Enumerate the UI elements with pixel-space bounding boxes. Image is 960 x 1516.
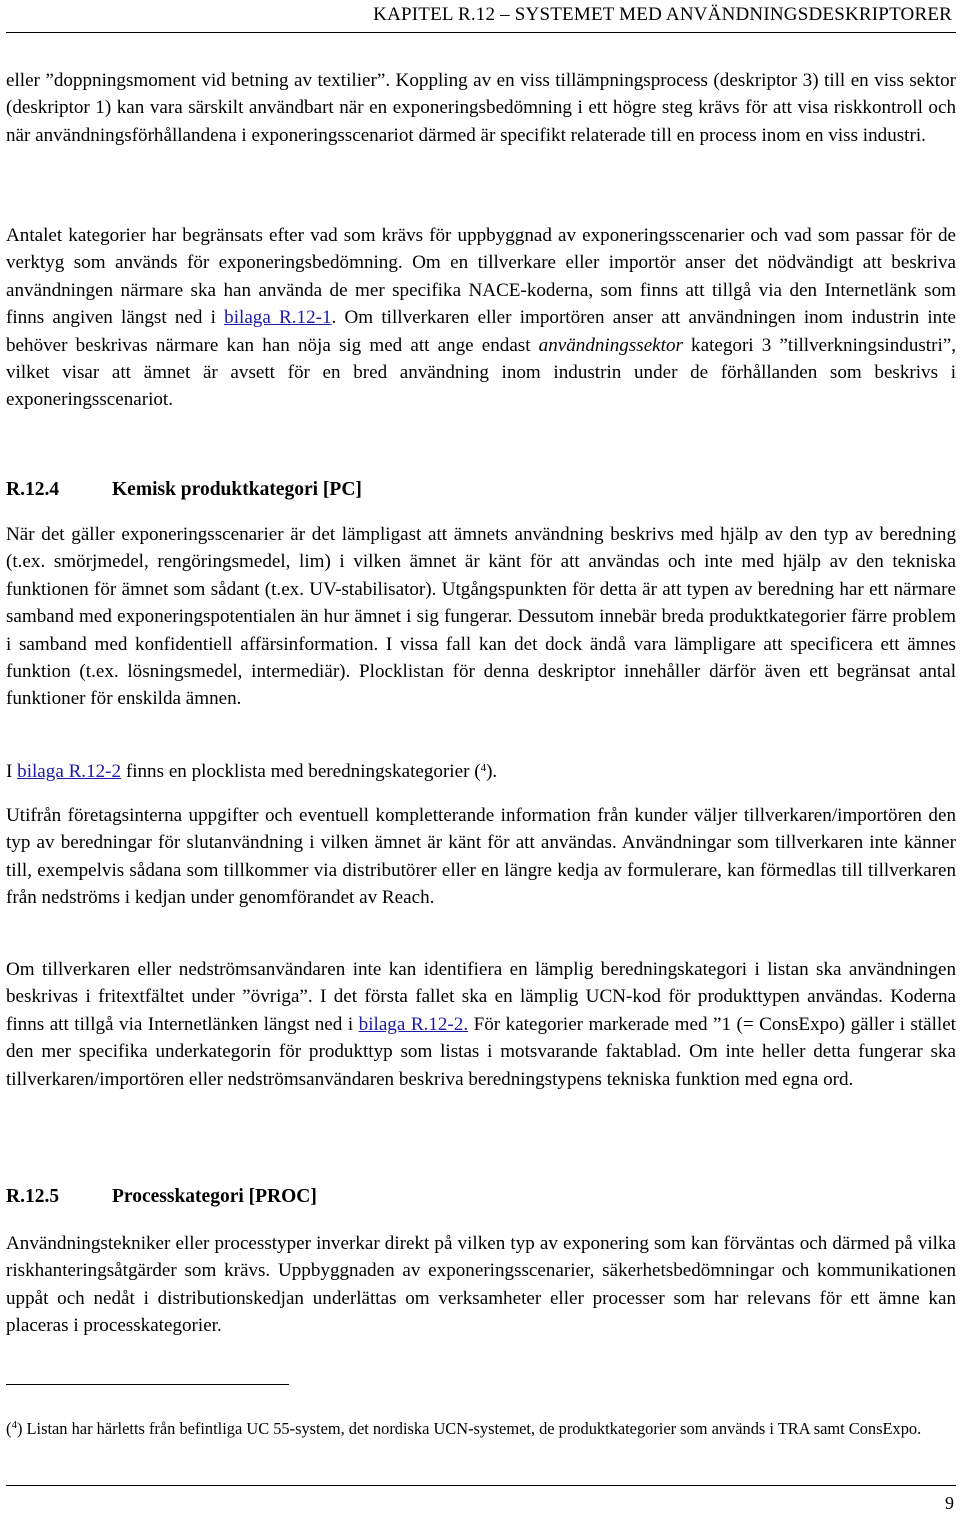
paragraph-2-italic: användningssektor [538, 334, 683, 356]
paragraph-4-text-cont: finns en plocklista med beredningskategorier ( [121, 761, 481, 782]
section-heading-r12-5 [6, 1186, 317, 1208]
paragraph-4-text-end: ). [486, 761, 498, 782]
page-number: 9 [945, 1493, 954, 1513]
paragraph-2-text-end: kategori 3 ”tillverkningsindustri”, vilket visar att ämnet är avsett för en bred användning inom industrin under de förhållanden som beskrivs i exponeringsscenariot. [6, 334, 957, 411]
paragraph-3: När det gäller exponeringsscenarier är det lämpligast att ämnets användning beskrivs med hjälp av den typ av beredning (t.ex. smörjmedel, rengöringsmedel, lim) i vilken ämnet är känt för att användas och inte med hjälp av den tekniska funktionen för ämnet som sådant (t.ex. UV-stabilisator). Utgångspunkten för detta är att typen av beredning har ett närmare samband med exponeringspotentialen än hur ämnet i sig fungerar. Dessutom innebär breda produktkategorier färre problem i samband med konfidentiell affärsinformation. I vissa fall kan det dock ändå vara lämpligare att specificera ett ämnes funktion (t.ex. lösningsmedel, intermediär). Plocklistan för denna deskriptor innehåller därför även ett begränsat antal funktioner för enskilda ämnen. [6, 524, 956, 710]
footnote-number: 4 [11, 1419, 17, 1431]
paragraph-4-text: I [6, 761, 18, 782]
section-title: Kemisk produktkategori [PC] [112, 479, 362, 500]
paragraph-6 [6, 956, 956, 1093]
section-number: R.12.4 [6, 479, 60, 500]
paragraph-4 [6, 758, 956, 785]
paragraph-2-text-cont: . Om tillverkaren eller importören anser att användningen inom industrin inte behöver beskrivas närmare kan han nöja sig med att ange endast [6, 307, 957, 356]
running-header: KAPITEL R.12 – SYSTEMET MED ANVÄNDNINGSDESKRIPTORER [373, 4, 952, 25]
footer-rule [6, 1485, 956, 1486]
section-heading-r12-4 [6, 479, 362, 501]
link-bilaga-r12-2-second[interactable]: bilaga R.12-2. [358, 1013, 469, 1035]
link-bilaga-r12-1[interactable]: bilaga R.12-1 [224, 307, 332, 329]
footnote-4 [6, 1417, 956, 1440]
paragraph-6-text: Om tillverkaren eller nedströmsanvändaren inte kan identifiera en lämplig beredningskategori i listan ska användningen beskrivas i fritextfältet under ”övriga”. I det första fallet ska en lämplig UCN-kod för produkttypen användas. Koderna finns att tillgå via Internetlänken längst ned i [6, 959, 956, 1035]
header-rule [6, 32, 956, 33]
section-title: Processkategori [PROC] [112, 1186, 317, 1207]
link-bilaga-r12-2[interactable]: bilaga R.12-2 [17, 761, 122, 782]
footnote-ref[interactable]: 4 [480, 762, 487, 774]
footnote-text: Listan har härletts från befintliga UC 55-system, det nordiska UCN-systemet, de produktkategorier som används i TRA samt ConsExpo. [22, 1419, 922, 1438]
footnote-separator [6, 1384, 289, 1385]
paragraph-1: eller ”doppningsmoment vid betning av textilier”. Koppling av en viss tillämpningsprocess (deskriptor 3) till en viss sektor (deskriptor 1) kan vara särskilt användbart när en exponeringsbedömning i ett högre steg krävs för att visa riskkontroll och när användningsförhållandena i exponeringsscenariot därmed är specifikt relaterade till en process inom en viss industri. [6, 70, 956, 146]
paragraph-2-text: Antalet kategorier har begränsats efter vad som krävs för uppbyggnad av exponeringsscenarier och vad som passar för de verktyg som används för exponeringsbedömning. Om en tillverkare eller importör anser det nödvändigt att beskriva användningen närmare ska han använda de mer specifika NACE-koderna, som finns att tillgå via den Internetlänk som finns angiven längst ned i [6, 225, 956, 329]
footnote-close-paren: ) [16, 1419, 23, 1438]
footnote-open-paren: ( [6, 1419, 12, 1438]
section-number: R.12.5 [6, 1186, 60, 1207]
paragraph-5: Utifrån företagsinterna uppgifter och eventuell kompletterande information från kunder väljer tillverkaren/importören den typ av beredningar för slutanvändning i vilken ämnet är känt för att användas. Användningar som tillverkaren inte känner till, exempelvis sådana som tillkommer via distributörer eller en längre kedja av formulerare, kan förmedlas till tillverkaren från nedströms i kedjan under genomförandet av Reach. [6, 805, 956, 909]
paragraph-2 [6, 222, 956, 414]
paragraph-7: Användningstekniker eller processtyper inverkar direkt på vilken typ av exponering som kan förväntas och därmed på vilka riskhanteringsåtgärder som krävs. Uppbyggnaden av exponeringsscenarier, säkerhetsbedömningar och kommunikationen uppåt och nedåt i distributionskedjan underlättas om verksamheter eller processer som har relevans för ett ämne kan placeras i processkategorier. [6, 1233, 956, 1337]
paragraph-6-text-end: För kategorier markerade med ”1 (= ConsExpo) gäller i stället den mer specifika underkategorin för produkttyp som listas i motsvarande faktablad. Om inte heller detta fungerar ska tillverkaren/importören eller nedströmsanvändaren beskriva beredningstypens tekniska funktion med egna ord. [6, 1013, 956, 1090]
